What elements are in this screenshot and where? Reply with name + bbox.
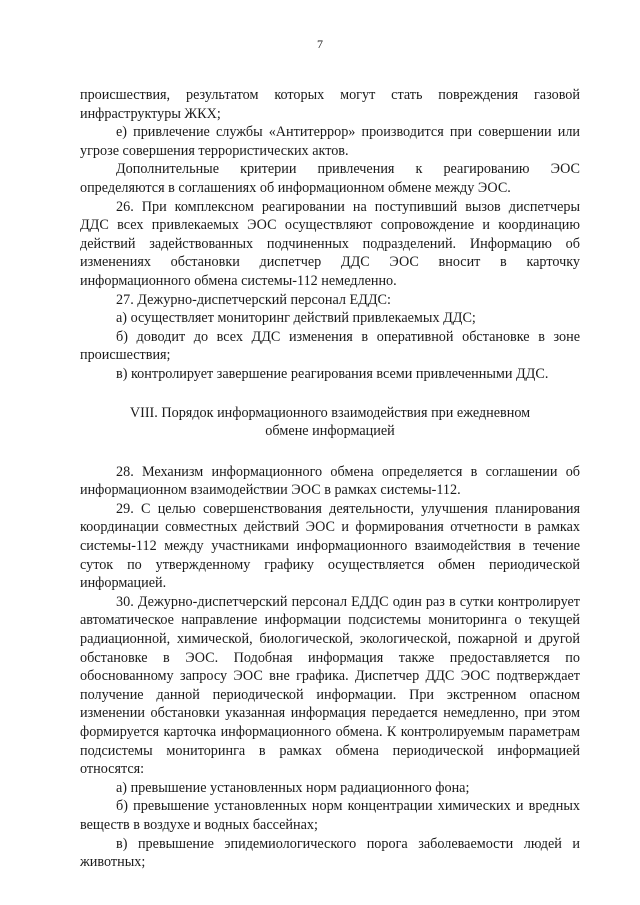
list-item: а) превышение установленных норм радиационного фона; <box>116 779 470 796</box>
section-heading <box>80 404 580 441</box>
list-item: в) контролирует завершение реагирования всеми привлеченными ДДС. <box>116 365 549 382</box>
section-heading-line: обмене информацией <box>265 423 395 440</box>
paragraph: 27. Дежурно-диспетчерский персонал ЕДДС: <box>116 291 391 308</box>
list-item: б) доводит до всех ДДС изменения в оперативной обстановке в зоне происшествия; <box>80 328 580 364</box>
section-heading-line: VIII. Порядок информационного взаимодействия при ежедневном <box>129 404 531 421</box>
paragraph: 29. С целью совершенствования деятельности, улучшения планирования координации совместных действий ЭОС и формирования отчетности в рамках системы-112 между участниками информационного взаимодействия в течение суток по утвержденному графику осуществляется обмен периодической информацией. <box>80 500 580 592</box>
paragraph: е) привлечение службы «Антитеррор» производится при совершении или угрозе совершения террористических актов. <box>80 124 580 159</box>
paragraph: 26. При комплексном реагировании на поступивший вызов диспетчеры ДДС всех привлекаемых ЭОС осуществляют сопровождение и координацию действий задействованных подчиненных подразделений. Информацию об изменениях обстановки диспетчер ДДС ЭОС вносит в карточку информационного обмена системы-112 немедленно. <box>80 198 580 289</box>
paragraph: 30. Дежурно-диспетчерский персонал ЕДДС один раз в сутки контролирует автоматическое направление информации подсистемы мониторинга о текущей радиационной, химической, биологической, экологической, пожарной и другой обстановке в ЭОС. Подобная информация также предоставляется по обоснованному запросу ЭОС вне графика. Диспетчер ДДС ЭОС подтверждает получение данной периодической информации. При экстренном опасном изменении обстановки указанная информация передается немедленно, при этом формируется карточка информационного обмена. К контролируемым параметрам подсистемы мониторинга в рамках обмена периодической информацией относятся: <box>80 593 580 778</box>
paragraph: происшествия, результатом которых могут стать повреждения газовой инфраструктуры ЖКХ; <box>80 87 580 122</box>
paragraph: 28. Механизм информационного обмена определяется в соглашении об информационном взаимодействии ЭОС в рамках системы-112. <box>80 463 580 499</box>
paragraph: Дополнительные критерии привлечения к реагированию ЭОС определяются в соглашениях об информационном обмене между ЭОС. <box>80 161 580 196</box>
page-number: 7 <box>317 37 323 51</box>
document-body <box>80 86 580 872</box>
list-item: а) осуществляет мониторинг действий привлекаемых ДДС; <box>116 310 476 327</box>
list-item: б) превышение установленных норм концентрации химических и вредных веществ в воздухе и водных бассейнах; <box>80 798 580 833</box>
list-item: в) превышение эпидемиологического порога заболеваемости людей и животных; <box>80 835 580 871</box>
